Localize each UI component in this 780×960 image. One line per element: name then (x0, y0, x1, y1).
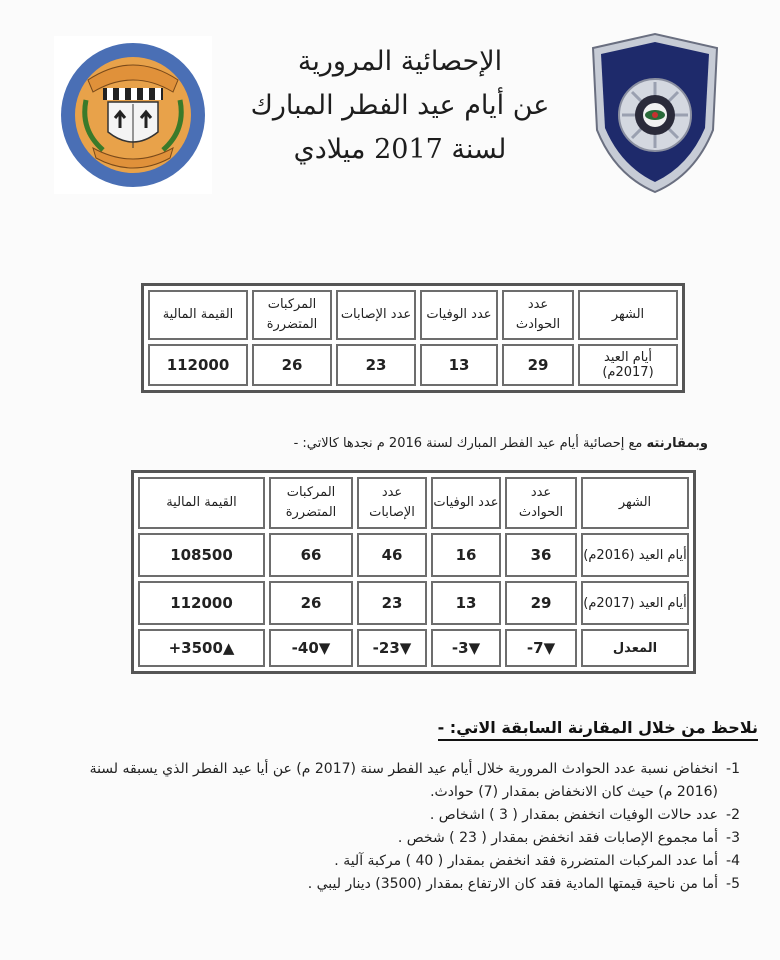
header-injuries: عدد الإصابات (357, 477, 427, 529)
cell-accidents: 29 (505, 581, 577, 625)
cell-month: أيام العيد (2017م) (578, 344, 678, 386)
cell-deaths: 13 (420, 344, 498, 386)
note-number: 2- (726, 807, 740, 823)
note-text: أما من ناحية قيمتها المادية فقد كان الارتفاع بمقدار (3500) دينار ليبي . (307, 876, 718, 892)
table-header-row (148, 290, 678, 340)
header-month: الشهر (578, 290, 678, 340)
cell-month: أيام العيد (2017م) (581, 581, 689, 625)
cell-damaged-vehicles-change: ▼40- (269, 629, 353, 667)
list-item (50, 758, 740, 804)
cell-deaths-change: ▼3- (431, 629, 501, 667)
cell-deaths: 16 (431, 533, 501, 577)
average-row (138, 629, 689, 667)
header-deaths: عدد الوفيات (420, 290, 498, 340)
header-month: الشهر (581, 477, 689, 529)
interior-ministry-logo (54, 36, 212, 194)
header-deaths: عدد الوفيات (431, 477, 501, 529)
notes-heading: نلاحظ من خلال المقارنة السابقة الاتي: - (438, 718, 758, 741)
cell-accidents: 29 (502, 344, 574, 386)
note-text: أما مجموع الإصابات فقد انخفض بمقدار ( 23 ) شخص . (397, 830, 718, 846)
note-text: انخفاض نسبة عدد الحوادث المرورية خلال أيام عيد الفطر سنة (2017 م) عن أيا عيد الفطر الذي يسبقه لسنة (2016 م) حيث كان الانخفاض بمقدار (7) حوادث. (89, 761, 718, 800)
note-number: 4- (726, 853, 740, 869)
cell-average-label: المعدل (581, 629, 689, 667)
police-shield-icon (585, 30, 725, 195)
comparison-intro-bold: وبمقارنته (646, 436, 708, 451)
note-number: 1- (726, 761, 740, 777)
list-item (50, 873, 740, 896)
cell-injuries: 23 (336, 344, 416, 386)
cell-accidents: 36 (505, 533, 577, 577)
list-item (50, 804, 740, 827)
cell-damaged-vehicles: 66 (269, 533, 353, 577)
header-damaged-vehicles: المركبات المتضررة (252, 290, 332, 340)
comparison-intro-text: مع إحصائية أيام عيد الفطر المبارك لسنة 2016 م نجدها كالاتي: - (293, 436, 643, 451)
cell-deaths: 13 (431, 581, 501, 625)
title-line-1: الإحصائية المرورية (297, 46, 503, 77)
table-row (138, 581, 689, 625)
cell-financial-value: 112000 (148, 344, 248, 386)
note-text: عدد حالات الوفيات انخفض بمقدار ( 3 ) اشخاص . (429, 807, 718, 823)
cell-injuries: 46 (357, 533, 427, 577)
cell-damaged-vehicles: 26 (252, 344, 332, 386)
notes-list (50, 758, 740, 896)
list-item (50, 850, 740, 873)
list-item (50, 827, 740, 850)
traffic-emblem-icon (58, 40, 208, 190)
header-financial-value: القيمة المالية (148, 290, 248, 340)
header-accidents: عدد الحوادث (502, 290, 574, 340)
header-accidents: عدد الحوادث (505, 477, 577, 529)
cell-injuries-change: ▼23- (357, 629, 427, 667)
comparison-intro (294, 436, 708, 451)
header-financial-value: القيمة المالية (138, 477, 265, 529)
cell-accidents-change: ▼7- (505, 629, 577, 667)
note-text: أما عدد المركبات المتضررة فقد انخفض بمقدار ( 40 ) مركبة آلية . (334, 853, 718, 869)
page-title (250, 40, 550, 172)
cell-damaged-vehicles: 26 (269, 581, 353, 625)
header-damaged-vehicles: المركبات المتضررة (269, 477, 353, 529)
table-row (138, 533, 689, 577)
title-line-3: لسنة 2017 ميلادي (293, 134, 507, 165)
table-header-row (138, 477, 689, 529)
title-line-2: عن أيام عيد الفطر المبارك (250, 90, 550, 121)
cell-financial-value-change: ▲3500+ (138, 629, 265, 667)
table-row (148, 344, 678, 386)
note-number: 3- (726, 830, 740, 846)
stats-table-2017 (141, 283, 685, 393)
cell-financial-value: 108500 (138, 533, 265, 577)
comparison-table (131, 470, 696, 674)
cell-financial-value: 112000 (138, 581, 265, 625)
note-number: 5- (726, 876, 740, 892)
cell-month: أيام العيد (2016م) (581, 533, 689, 577)
header-injuries: عدد الإصابات (336, 290, 416, 340)
police-badge-logo (585, 30, 725, 195)
cell-injuries: 23 (357, 581, 427, 625)
